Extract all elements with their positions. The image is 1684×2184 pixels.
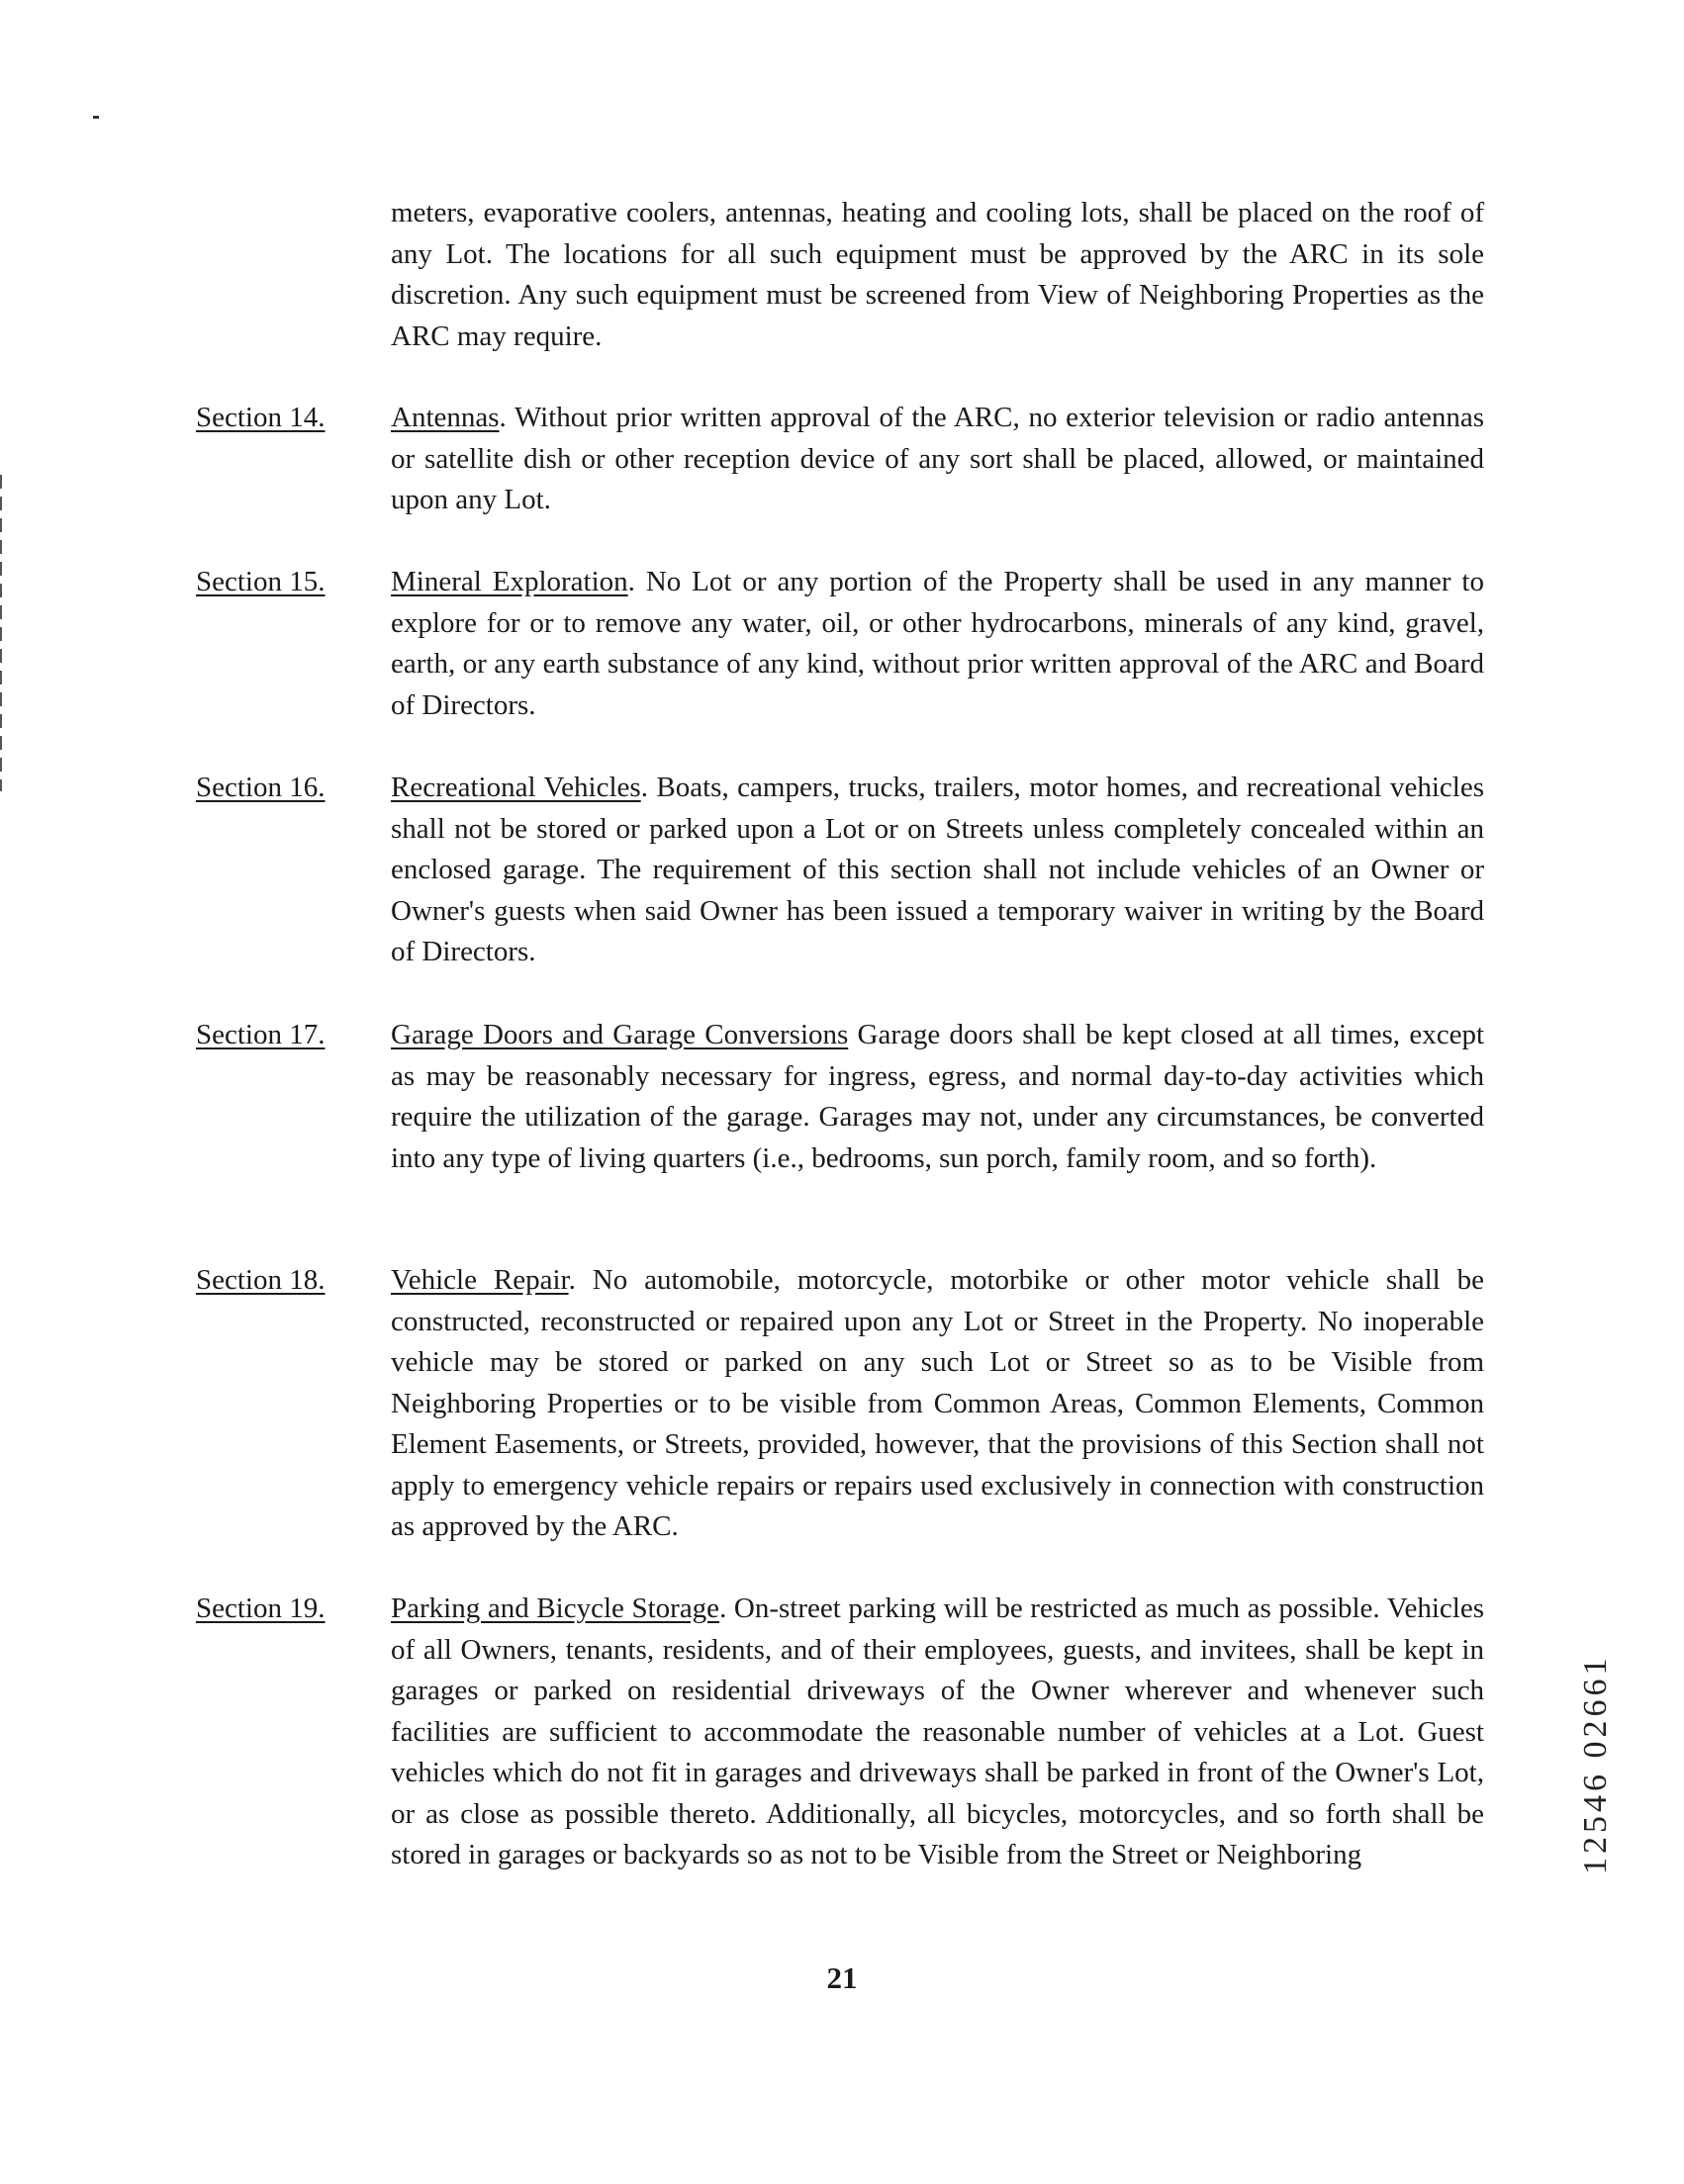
section-text: No Lot or any portion of the Property shall be used in any manner to explore for or to remove any water, oil, or other hydrocarbons, minerals of any kind, gravel, earth, or any earth substance of any kind, without prior written approval of the ARC and Board of Directors.	[391, 566, 1484, 721]
section-title: Vehicle Repair	[391, 1264, 569, 1296]
section-text: On-street parking will be restricted as much as possible. Vehicles of all Owners, tenants, residents, and of their employees, guests, and invitees, shall be kept in garages or parked on residential driveways of the Owner wherever and whenever such facilities are sufficient to accommodate the reasonable number of vehicles at a Lot. Guest vehicles which do not fit in garages and driveways shall be parked in front of the Owner's Lot, or as close as possible thereto. Additionally, all bicycles, motorcycles, and so forth shall be stored in garages or backyards so as not to be Visible from the Street or Neighboring	[391, 1592, 1484, 1870]
section-title-punctuation: .	[627, 566, 635, 597]
section-19	[196, 1589, 1484, 1876]
page-number: 21	[826, 1960, 858, 1995]
section-18	[196, 1260, 1484, 1548]
recording-stamp	[1573, 1588, 1619, 1874]
section-title: Parking and Bicycle Storage	[391, 1592, 720, 1624]
section-label: Section 17.	[196, 1019, 326, 1050]
section-title: Recreational Vehicles	[391, 772, 641, 803]
section-body	[391, 1260, 1484, 1548]
section-title-punctuation: .	[499, 402, 507, 433]
section-body	[391, 1015, 1484, 1179]
section-body	[391, 1589, 1484, 1876]
section-label: Section 19.	[196, 1592, 326, 1624]
recording-stamp-number: 12546 02661	[1577, 1654, 1614, 1874]
section-title-punctuation: .	[568, 1264, 576, 1296]
section-body	[391, 398, 1484, 521]
section-body	[391, 768, 1484, 973]
section-text: No automobile, motorcycle, motorbike or other motor vehicle shall be constructed, reconstructed or repaired upon any Lot or Street in the Property. No inoperable vehicle may be stored or parked on any such Lot or Street so as to be Visible from Neighboring Properties or to be visible from Common Areas, Common Elements, Common Element Easements, or Streets, provided, however, that the provisions of this Section shall not apply to emergency vehicle repairs or repairs used exclusively in connection with construction as approved by the ARC.	[391, 1264, 1484, 1542]
section-text: Boats, campers, trucks, trailers, motor homes, and recreational vehicles shall not be stored or parked upon a Lot or on Streets unless completely concealed within an enclosed garage. The requirement of this section shall not include vehicles of an Owner or Owner's guests when said Owner has been issued a temporary waiver in writing by the Board of Directors.	[391, 772, 1484, 967]
section-label: Section 15.	[196, 566, 326, 597]
section-label: Section 16.	[196, 772, 326, 803]
section-label: Section 14.	[196, 402, 326, 433]
section-text: Garage doors shall be kept closed at all times, except as may be reasonably necessary for ingress, egress, and normal day-to-day activities which require the utilization of the garage. Garages may not, under any circumstances, be converted into any type of living quarters (i.e., bedrooms, sun porch, family room, and so forth).	[391, 1019, 1484, 1174]
section-16	[196, 768, 1484, 973]
section-title: Antennas	[391, 402, 500, 433]
section-text: Without prior written approval of the ARC, no exterior television or radio antennas or satellite dish or other reception device of any sort shall be placed, allowed, or maintained upon any Lot.	[391, 402, 1484, 515]
section-17	[196, 1015, 1484, 1179]
scan-left-edge-marks	[0, 475, 2, 791]
intro-paragraph: meters, evaporative coolers, antennas, heating and cooling lots, shall be placed on the roof of any Lot. The locations for all such equipment must be approved by the ARC in its sole discretion. Any such equipment must be screened from View of Neighboring Properties as the ARC may require.	[391, 197, 1484, 352]
section-title: Mineral Exploration	[391, 566, 628, 597]
section-label: Section 18.	[196, 1264, 326, 1296]
section-body	[391, 562, 1484, 726]
scan-speck	[93, 116, 99, 119]
section-title: Garage Doors and Garage Conversions	[391, 1019, 849, 1050]
section-14	[196, 398, 1484, 521]
section-15	[196, 562, 1484, 726]
section-title-punctuation: .	[719, 1592, 727, 1624]
section-title-punctuation: .	[640, 772, 648, 803]
